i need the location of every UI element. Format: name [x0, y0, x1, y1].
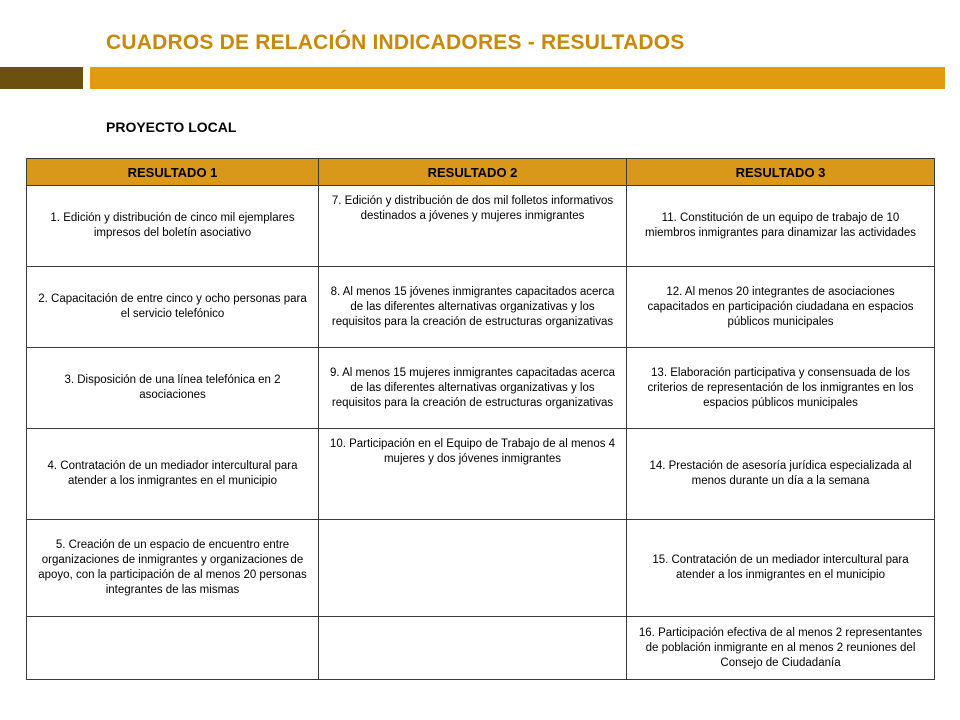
table-cell: 8. Al menos 15 jóvenes inmigrantes capacitados acerca de las diferentes alternativas organizativas y los requisitos para la creación de estructuras organizativas — [319, 267, 627, 348]
table-cell: 10. Participación en el Equipo de Trabajo de al menos 4 mujeres y dos jóvenes inmigrantes — [319, 429, 627, 520]
table-cell-empty — [319, 617, 627, 680]
table-cell: 4. Contratación de un mediador intercultural para atender a los inmigrantes en el municipio — [27, 429, 319, 520]
table-cell: 1. Edición y distribución de cinco mil ejemplares impresos del boletín asociativo — [27, 186, 319, 267]
table-row — [27, 267, 935, 348]
table-cell: 14. Prestación de asesoría jurídica especializada al menos durante un día a la semana — [627, 429, 935, 520]
table-cell: 2. Capacitación de entre cinco y ocho personas para el servicio telefónico — [27, 267, 319, 348]
table-cell: 16. Participación efectiva de al menos 2 representantes de población inmigrante en al menos 2 reuniones del Consejo de Ciudadanía — [627, 617, 935, 680]
table-cell: 7. Edición y distribución de dos mil folletos informativos destinados a jóvenes y mujeres inmigrantes — [319, 186, 627, 267]
column-header-resultado-3: RESULTADO 3 — [627, 159, 935, 186]
decorative-bar-gold — [90, 67, 945, 89]
column-header-resultado-2: RESULTADO 2 — [319, 159, 627, 186]
table-cell: 12. Al menos 20 integrantes de asociaciones capacitados en participación ciudadana en espacios públicos municipales — [627, 267, 935, 348]
table-cell: 3. Disposición de una línea telefónica en 2 asociaciones — [27, 348, 319, 429]
table-header-row — [27, 159, 935, 186]
page-title: CUADROS DE RELACIÓN INDICADORES - RESULTADOS — [106, 31, 685, 54]
table-row — [27, 429, 935, 520]
table-cell: 5. Creación de un espacio de encuentro entre organizaciones de inmigrantes y organizaciones de apoyo, con la participación de al menos 20 personas integrantes de las mismas — [27, 520, 319, 617]
table-row — [27, 617, 935, 680]
results-table — [26, 158, 935, 680]
table-cell: 15. Contratación de un mediador intercultural para atender a los inmigrantes en el municipio — [627, 520, 935, 617]
table-cell: 11. Constitución de un equipo de trabajo de 10 miembros inmigrantes para dinamizar las actividades — [627, 186, 935, 267]
table-row — [27, 348, 935, 429]
table-cell: 9. Al menos 15 mujeres inmigrantes capacitadas acerca de las diferentes alternativas organizativas y los requisitos para la creación de estructuras organizativas — [319, 348, 627, 429]
table-row — [27, 186, 935, 267]
table-cell-empty — [27, 617, 319, 680]
table-cell-empty — [319, 520, 627, 617]
table-cell: 13. Elaboración participativa y consensuada de los criterios de representación de los inmigrantes en los espacios públicos municipales — [627, 348, 935, 429]
table-row — [27, 520, 935, 617]
decorative-bar-dark — [0, 67, 83, 89]
section-subtitle: PROYECTO LOCAL — [106, 119, 237, 135]
column-header-resultado-1: RESULTADO 1 — [27, 159, 319, 186]
